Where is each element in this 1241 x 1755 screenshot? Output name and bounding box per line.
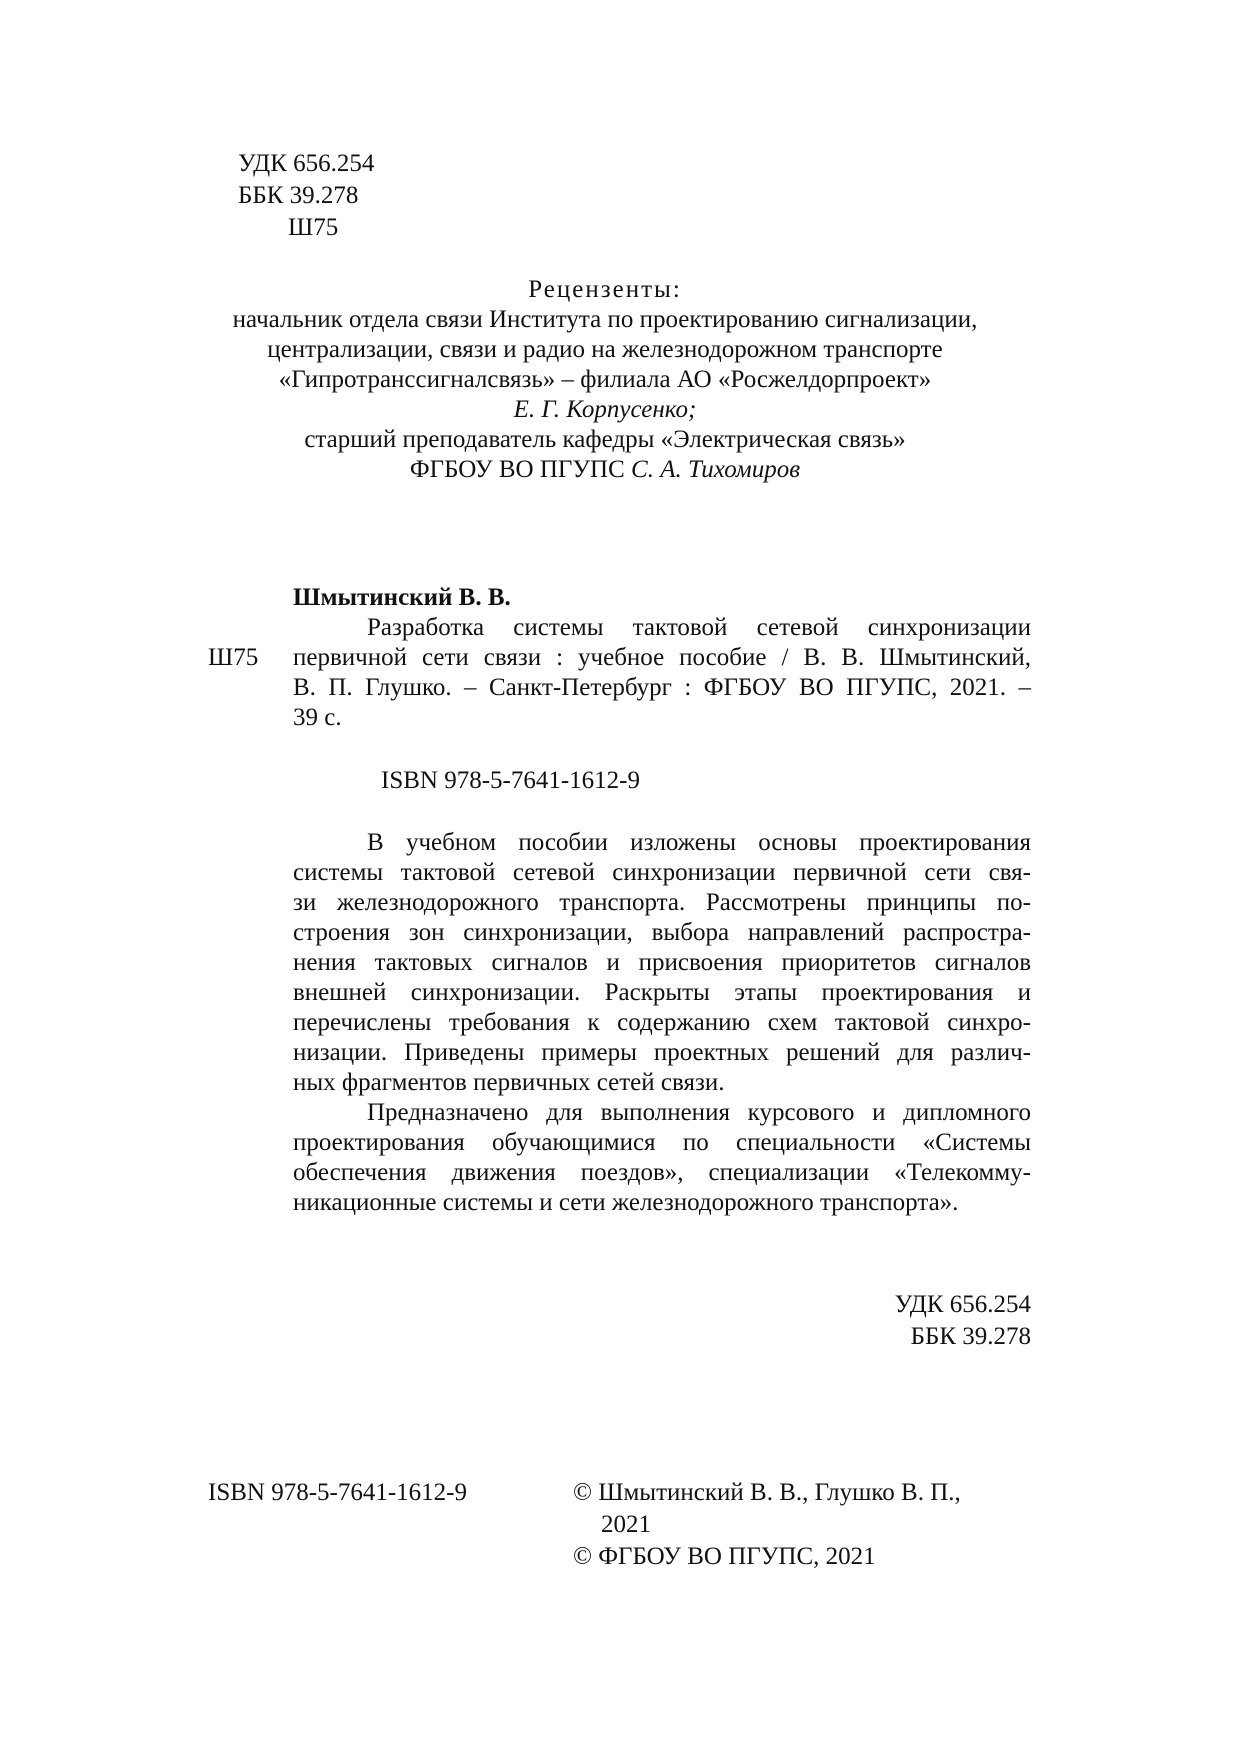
reviewer1-line-3: «Гипротранссигналсвязь» – филиала АО «Росжелдорпроект» — [278, 366, 932, 393]
abstract-p1-line-3: зи железнодорожного транспорта. Рассмотрены принципы по- — [293, 889, 1031, 916]
abstract-p1-line-4: строения зон синхронизации, выбора направлений распростра- — [293, 919, 1031, 946]
abstract-p2-line-3: обеспечения движения поездов», специализации «Телекомму- — [293, 1159, 1031, 1186]
abstract-p1-line-2: системы тактовой сетевой синхронизации первичной сети свя- — [293, 859, 1031, 886]
author-mark-top: Ш75 — [288, 214, 339, 241]
citation-line-2: первичной сети связи : учебное пособие / В. В. Шмытинский, — [293, 644, 1031, 671]
abstract-p2-line-4: никационные системы и сети железнодорожного транспорта». — [293, 1189, 959, 1216]
reviewer1-name: Е. Г. Корпусенко; — [513, 396, 697, 423]
citation-line-4: 39 с. — [293, 704, 342, 731]
abstract-p1-line-1: В учебном пособии изложены основы проектирования — [367, 829, 1031, 856]
copyright-line-2: 2021 — [601, 1511, 651, 1538]
abstract-p1-line-5: нения тактовых сигналов и присвоения приоритетов сигналов — [293, 949, 1031, 976]
citation-line-1: Разработка системы тактовой сетевой синхронизации — [367, 614, 1031, 641]
reviewer1-line-1: начальник отдела связи Института по проектированию сигнализации, — [232, 306, 978, 333]
udk-code-bottom: УДК 656.254 — [894, 1291, 1031, 1318]
abstract-p2-line-2: проектирования обучающимися по специальности «Системы — [293, 1129, 1031, 1156]
bbk-code-top: ББК 39.278 — [238, 182, 359, 209]
reviewer2-org: ФГБОУ ВО ПГУПС — [409, 456, 625, 483]
udk-code-top: УДК 656.254 — [238, 150, 375, 177]
citation-isbn: ISBN 978-5-7641-1612-9 — [381, 767, 641, 794]
copyright-line-3: © ФГБОУ ВО ПГУПС, 2021 — [573, 1543, 876, 1570]
citation-author-mark: Ш75 — [208, 644, 259, 671]
bbk-code-bottom: ББК 39.278 — [910, 1323, 1031, 1350]
citation-author: Шмытинский В. В. — [293, 584, 511, 611]
reviewer2-org-name — [180, 455, 1030, 484]
abstract-p1-line-9: ных фрагментов первичных сетей связи. — [293, 1069, 725, 1096]
reviewer2-name: С. А. Тихомиров — [631, 456, 801, 483]
copyright-line-1: © Шмытинский В. В., Глушко В. П., — [573, 1479, 961, 1506]
footer-isbn: ISBN 978-5-7641-1612-9 — [208, 1479, 468, 1506]
abstract-p1-line-7: перечислены требования к содержанию схем тактовой синхро- — [293, 1009, 1031, 1036]
citation-line-3: В. П. Глушко. – Санкт-Петербург : ФГБОУ ВО ПГУПС, 2021. – — [293, 674, 1031, 701]
abstract-p2-line-1: Предназначено для выполнения курсового и дипломного — [367, 1099, 1031, 1126]
reviewer2-line: старший преподаватель кафедры «Электрическая связь» — [304, 426, 906, 453]
reviewers-heading: Рецензенты: — [528, 276, 682, 303]
abstract-p1-line-6: внешней синхронизации. Раскрыты этапы проектирования и — [293, 979, 1031, 1006]
abstract-p1-line-8: низации. Приведены примеры проектных решений для различ- — [293, 1039, 1031, 1066]
reviewer1-line-2: централизации, связи и радио на железнодорожном транспорте — [267, 336, 943, 363]
